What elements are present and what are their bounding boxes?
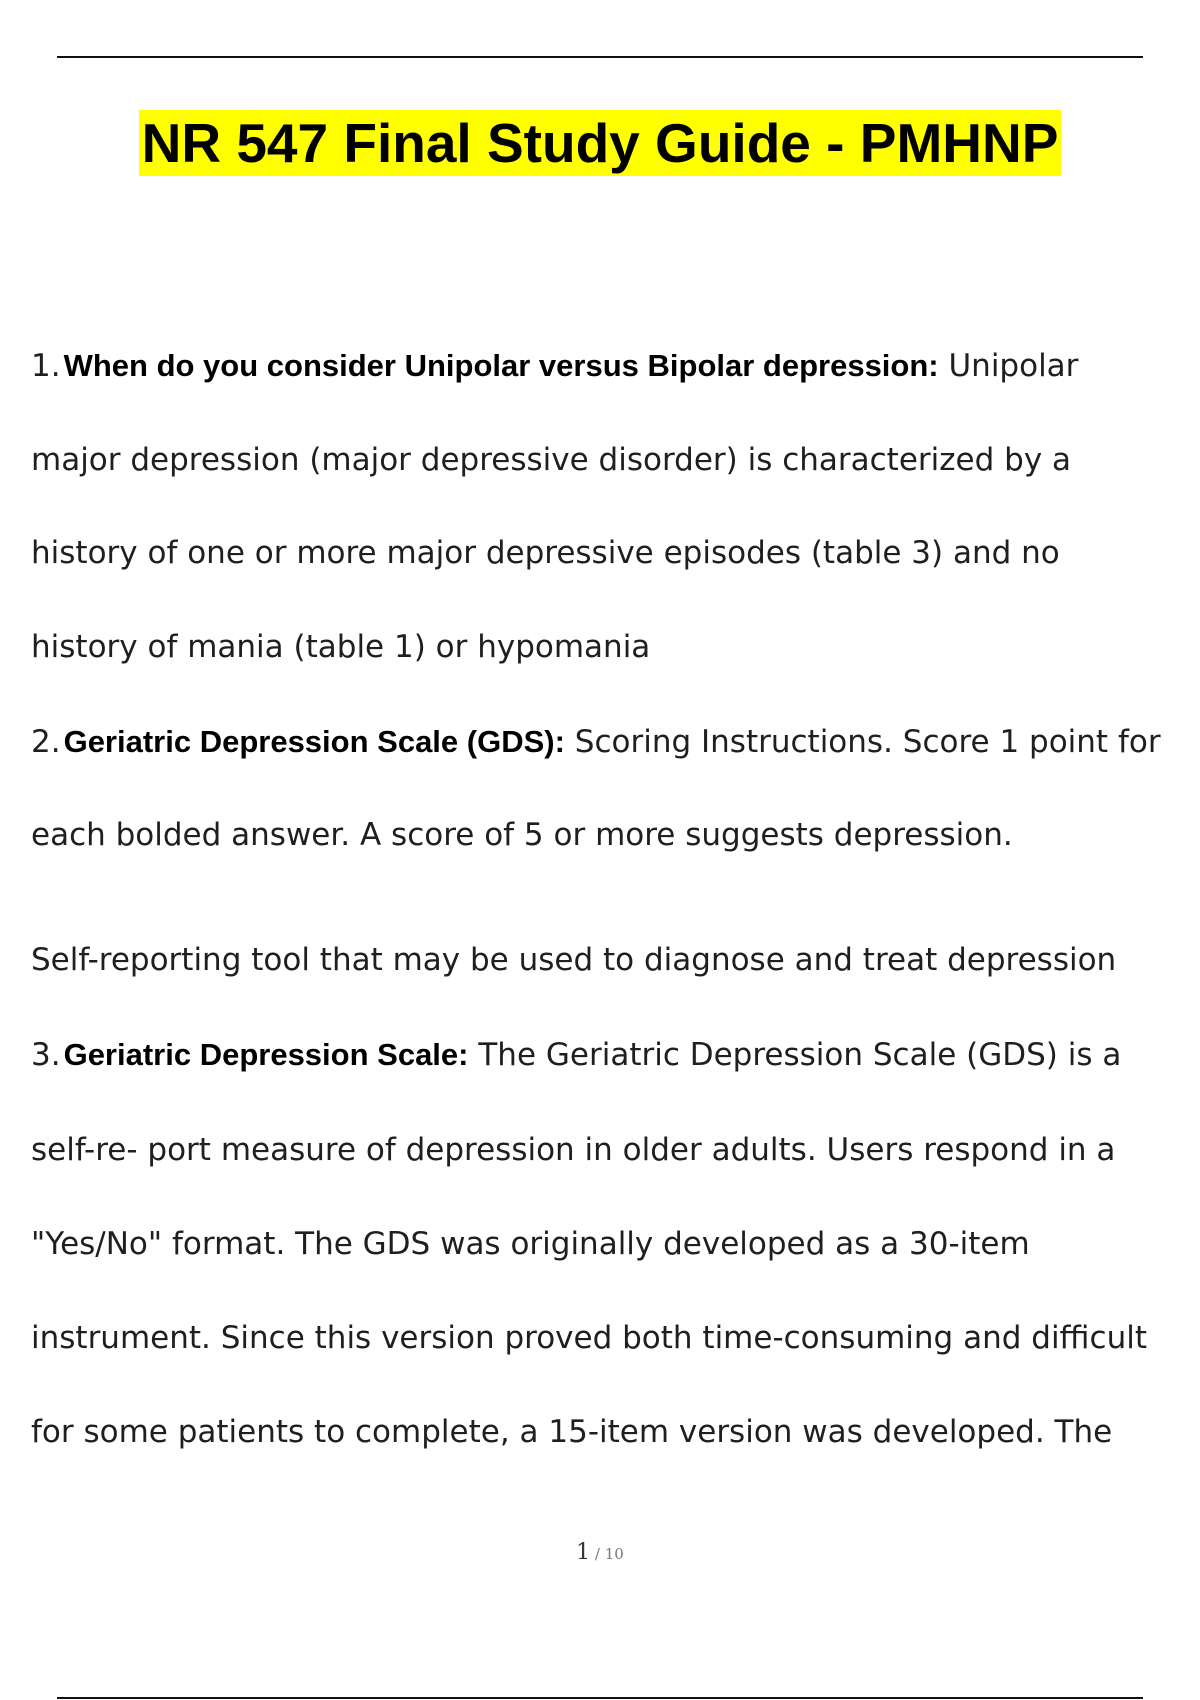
item-3-first-line bbox=[31, 1035, 1121, 1075]
item-3-line-4: instrument. Since this version proved both time-consuming and difficult bbox=[31, 1320, 1147, 1356]
item-number: 3. bbox=[31, 1037, 61, 1073]
item-term: Geriatric Depression Scale (GDS): bbox=[63, 724, 565, 759]
item-number: 1. bbox=[31, 348, 61, 384]
item-3-line-5: for some patients to complete, a 15-item version was developed. The bbox=[31, 1414, 1113, 1450]
item-term: When do you consider Unipolar versus Bipolar depression: bbox=[63, 348, 939, 383]
item-1-line-4: history of mania (table 1) or hypomania bbox=[31, 629, 651, 665]
page-indicator bbox=[0, 1540, 1200, 1565]
item-1-line-3: history of one or more major depressive episodes (table 3) and no bbox=[31, 535, 1060, 571]
page-current: 1 bbox=[576, 1540, 591, 1565]
item-1-line-2: major depression (major depressive disorder) is characterized by a bbox=[31, 442, 1072, 478]
item-number: 2. bbox=[31, 724, 61, 760]
item-text: Unipolar bbox=[938, 348, 1079, 384]
page-total: 10 bbox=[604, 1545, 624, 1563]
title-container bbox=[0, 110, 1200, 176]
item-2-line-2: each bolded answer. A score of 5 or more suggests depression. bbox=[31, 817, 1013, 853]
document-title: NR 547 Final Study Guide - PMHNP bbox=[139, 110, 1062, 176]
item-3-line-2: self-re- port measure of depression in older adults. Users respond in a bbox=[31, 1132, 1116, 1168]
item-text: Scoring Instructions. Score 1 point for bbox=[564, 724, 1161, 760]
item-2-line-3: Self-reporting tool that may be used to diagnose and treat depression bbox=[31, 942, 1117, 978]
top-divider bbox=[57, 56, 1143, 58]
item-text: The Geriatric Depression Scale (GDS) is a bbox=[468, 1037, 1122, 1073]
item-2-first-line bbox=[31, 722, 1161, 762]
item-term: Geriatric Depression Scale: bbox=[63, 1037, 469, 1072]
page-separator: / bbox=[590, 1545, 605, 1563]
item-1-first-line bbox=[31, 346, 1078, 386]
item-3-line-3: "Yes/No" format. The GDS was originally developed as a 30-item bbox=[31, 1226, 1030, 1262]
bottom-divider bbox=[57, 1697, 1143, 1699]
